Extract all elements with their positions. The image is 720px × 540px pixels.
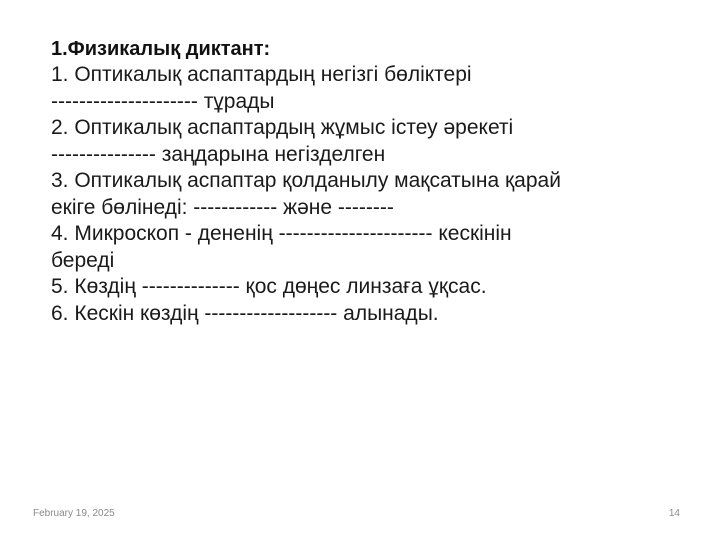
slide-title: 1.Физикалық диктант: xyxy=(51,38,271,60)
text-line: 2. Оптикалық аспаптардың жұмыс істеу әрекеті xyxy=(51,116,514,139)
text-line: береді xyxy=(51,248,115,272)
text-line: 3. Оптикалық аспаптар қолданылу мақсатына қарай xyxy=(51,169,561,192)
text-line: --------------- заңдарына негізделген xyxy=(51,142,386,166)
slide-content xyxy=(51,36,701,327)
text-line: 1. Оптикалық аспаптардың негізгі бөліктері xyxy=(51,63,472,86)
text-line: екіге бөлінеді: ------------ және -------- xyxy=(51,195,394,219)
page-number: 14 xyxy=(668,508,680,519)
footer-date: February 19, 2025 xyxy=(33,508,115,519)
text-line: 6. Кескін көздің ------------------- алынады. xyxy=(51,301,439,325)
text-line: --------------------- тұрады xyxy=(51,89,275,113)
text-line: 5. Көздің -------------- қос дөңес линзаға ұқсас. xyxy=(51,275,487,298)
text-line: 4. Микроскоп - дененің ---------------------- кескінін xyxy=(51,222,512,245)
